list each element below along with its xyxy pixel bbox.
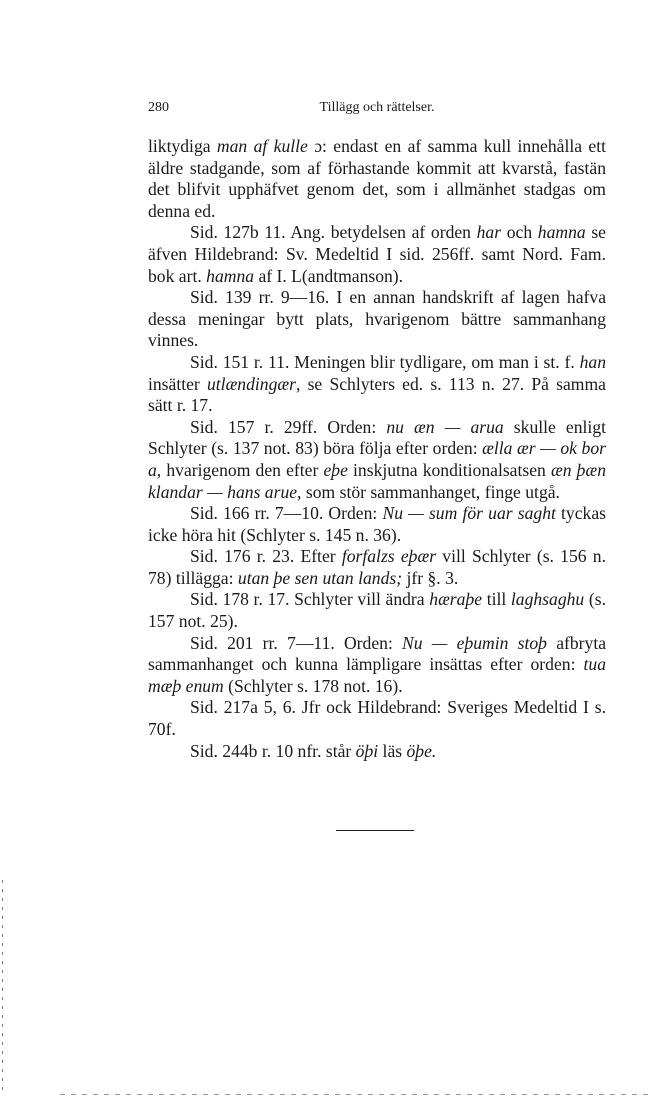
paragraph xyxy=(148,741,606,763)
text-segment: af I. L(andtmanson). xyxy=(254,265,404,286)
paragraph xyxy=(148,546,606,589)
italic-text: utlændingær xyxy=(207,373,296,394)
scan-edge-bottom xyxy=(60,1094,650,1095)
italic-text: hamna xyxy=(537,222,586,243)
scan-edge-left xyxy=(2,880,3,1090)
text-segment: inskjutna konditionalsatsen xyxy=(347,459,551,480)
corrections-text xyxy=(148,136,606,762)
italic-text: han xyxy=(579,351,606,372)
italic-text: forfalzs eþær xyxy=(341,546,437,567)
text-segment: och xyxy=(501,222,538,243)
text-segment: tyckas icke höra hit (Schlyter s. 145 n. 36). xyxy=(148,503,606,545)
running-title: Tillägg och rättelser. xyxy=(319,100,435,115)
italic-text: tua mæþ enum xyxy=(148,654,606,696)
text-segment: (Schlyter s. 178 not. 16). xyxy=(223,675,403,696)
italic-text: eþe xyxy=(323,459,348,480)
italic-text: æn þæn klandar — hans arue, xyxy=(148,459,606,502)
text-segment: läs xyxy=(378,740,407,761)
text-segment: liktydiga xyxy=(148,136,217,156)
paragraph xyxy=(148,136,606,222)
text-segment: vill Schlyter (s. 156 n. 78) tillägga: xyxy=(148,546,606,588)
text-segment: Sid. 151 r. 11. Meningen blir tydligare, om man i st. f. xyxy=(190,351,580,372)
text-segment: skulle enligt Schlyter (s. 137 not. 83) böra följa efter orden: xyxy=(148,416,606,459)
text-segment: Sid. 127b 11. Ang. betydelsen af orden xyxy=(190,222,477,243)
text-segment: Sid. 176 r. 23. Efter xyxy=(190,546,342,567)
paragraph xyxy=(148,589,606,632)
italic-text: utan þe sen utan lands; xyxy=(237,567,403,588)
italic-text: öþi xyxy=(355,740,379,761)
end-rule xyxy=(336,830,414,831)
paragraph xyxy=(148,222,606,287)
text-segment: se äfven Hildebrand: Sv. Medeltid I sid. 256ff. samt Nord. Fam. bok art. xyxy=(148,222,606,286)
italic-text: hæraþe xyxy=(429,589,483,610)
paragraph xyxy=(148,417,606,503)
text-segment: Sid. 178 r. 17. Schlyter vill ändra xyxy=(190,589,430,610)
text-segment: Sid. 166 rr. 7—10. Orden: xyxy=(190,503,383,524)
text-segment: jfr §. 3. xyxy=(402,567,459,588)
text-segment: hvarigenom den efter xyxy=(161,459,324,480)
text-segment: Sid. 217a 5, 6. Jfr ock Hildebrand: Sveriges Medeltid I s. 70f. xyxy=(148,697,606,740)
italic-text: har xyxy=(476,222,502,243)
text-segment: Sid. 157 r. 29ff. Orden: xyxy=(190,416,387,437)
italic-text: laghsaghu xyxy=(510,589,585,610)
italic-text: Nu — eþumin stoþ xyxy=(402,632,547,653)
text-segment: insätter xyxy=(148,373,207,394)
italic-text: öþe. xyxy=(406,740,437,761)
text-segment: Sid. 201 rr. 7—11. Orden: xyxy=(190,632,403,653)
text-segment: som stör sammanhanget, finge utgå. xyxy=(301,481,560,502)
text-segment: Sid. 244b r. 10 nfr. står xyxy=(190,740,356,761)
italic-text: man af kulle xyxy=(216,136,308,156)
page-header xyxy=(148,100,606,120)
paragraph xyxy=(148,352,606,417)
paragraph xyxy=(148,697,606,740)
italic-text: hamna xyxy=(206,265,255,286)
text-segment: , se Schlyters ed. s. 113 n. 27. På samma sätt r. 17. xyxy=(148,373,606,416)
text-segment: afbryta sammanhanget och kunna lämpligare insättas efter orden: xyxy=(148,632,607,675)
paragraph xyxy=(148,503,606,546)
text-segment: till xyxy=(482,589,511,610)
text-segment: (s. 157 not. 25). xyxy=(148,589,606,632)
text-segment: ɔ: endast en af samma kull innehålla ett äldre stadgande, som af förhastande kommit att kvarstå, fastän det blifvit upphäfvet genom det, som i allmänhet stadgas om denna ed. xyxy=(148,136,606,221)
italic-text: nu æn — arua xyxy=(386,416,504,437)
italic-text: ælla ær — ok bor a, xyxy=(148,438,606,480)
italic-text: Nu — sum för uar saght xyxy=(382,503,556,524)
paragraph xyxy=(148,287,606,352)
paragraph xyxy=(148,633,606,698)
page-number: 280 xyxy=(148,100,169,115)
text-segment: Sid. 139 rr. 9—16. I en annan handskrift af lagen hafva dessa meningar bytt plats, hvarigenom bättre sammanhang vinnes. xyxy=(148,287,606,351)
